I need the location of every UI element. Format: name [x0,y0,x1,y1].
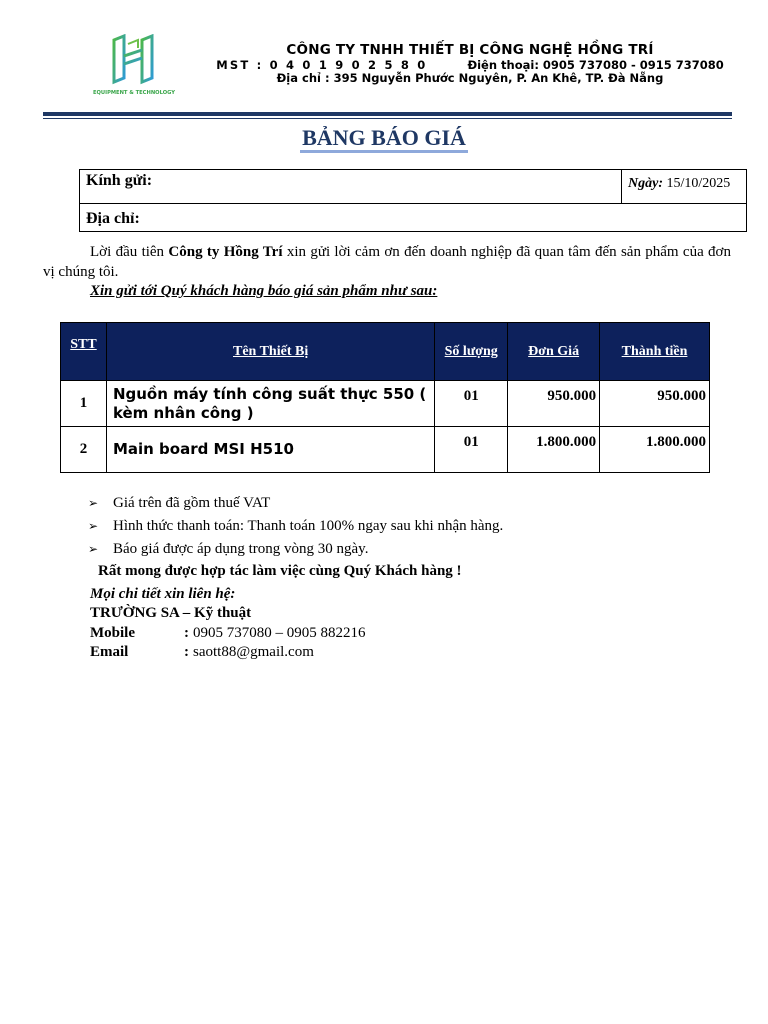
cell-stt: 1 [61,381,107,427]
intro-subheading: Xin gửi tới Quý khách hàng báo giá sản phẩm như sau: [90,283,438,299]
note-text: Hình thức thanh toán: Thanh toán 100% ngay sau khi nhận hàng. [113,518,504,534]
arrow-bullet-icon: ➢ [88,496,99,510]
company-tax-phone [180,58,760,72]
contact-heading: Mọi chi tiết xin liên hệ: [90,586,236,602]
intro-rest: xin gửi lời cảm ơn đến doanh nghiệp đã quan tâm đến sản phẩm của đơn vị chúng tôi. [43,244,731,280]
recipient-divider [80,203,746,204]
cell-name: Nguồn máy tính công suất thực 550 ( kèm nhân công ) [106,381,434,427]
contact-name: TRƯỜNG SA – Kỹ thuật [90,605,252,621]
date-value: 15/10/2025 [666,176,731,191]
svg-text:EQUIPMENT & TECHNOLOGY: EQUIPMENT & TECHNOLOGY [92,90,176,96]
recipient-address-label: Địa chỉ: [86,210,140,227]
arrow-bullet-icon: ➢ [88,542,99,556]
quote-table [60,322,710,473]
document-title [0,125,768,151]
header-name: Tên Thiết Bị [106,323,434,381]
email-label: Email [90,644,129,660]
header-divider-thin [43,118,732,119]
company-logo [88,34,180,98]
colon: : [184,644,189,660]
header-divider-thick [43,112,732,116]
header-price: Đơn Giá [508,323,600,381]
header-stt: STT [61,323,107,381]
header-qty: Số lượng [435,323,508,381]
cell-price: 1.800.000 [508,427,600,473]
recipient-box [79,169,747,232]
company-tax-code: MST : 0 4 0 1 9 0 2 5 8 0 [216,58,428,72]
list-item [88,516,503,539]
intro-paragraph [43,242,731,282]
cell-stt: 2 [61,427,107,473]
mobile-value: 0905 737080 – 0905 882216 [193,625,366,641]
intro-company: Công ty Hồng Trí [168,244,283,260]
header-total: Thành tiền [600,323,710,381]
cell-qty: 01 [435,381,508,427]
logo-hk-icon [88,34,180,98]
note-text: Báo giá được áp dụng trong vòng 30 ngày. [113,541,369,557]
recipient-to-label: Kính gửi: [86,172,153,189]
cell-total: 950.000 [600,381,710,427]
intro-lead: Lời đầu tiên [90,244,169,260]
cell-price: 950.000 [508,381,600,427]
contact-mobile-row [90,625,366,642]
table-row [61,427,710,473]
table-row [61,381,710,427]
cell-qty: 01 [435,427,508,473]
email-value: saott88@gmail.com [193,644,314,660]
document-title-text: BẢNG BÁO GIÁ [300,125,468,153]
terms-list [88,493,503,562]
company-phone: Điện thoại: 0905 737080 - 0915 737080 [467,58,724,72]
contact-email-row [90,644,314,661]
note-text: Giá trên đã gồm thuế VAT [113,495,271,511]
company-name: CÔNG TY TNHH THIẾT BỊ CÔNG NGHỆ HỒNG TRÍ [286,42,654,58]
mobile-label: Mobile [90,625,135,641]
list-item [88,493,503,516]
cell-name: Main board MSI H510 [106,427,434,473]
recipient-date-divider [621,170,622,203]
list-item [88,539,503,562]
date-label: Ngày: [628,176,663,191]
company-address: Địa chỉ : 395 Nguyễn Phước Nguyên, P. An Khê, TP. Đà Nẵng [276,71,664,85]
colon: : [184,625,189,641]
arrow-bullet-icon: ➢ [88,519,99,533]
recipient-date [628,176,730,192]
closing-message: Rất mong được hợp tác làm việc cùng Quý Khách hàng ! [98,563,462,579]
cell-total: 1.800.000 [600,427,710,473]
table-header-row [61,323,710,381]
